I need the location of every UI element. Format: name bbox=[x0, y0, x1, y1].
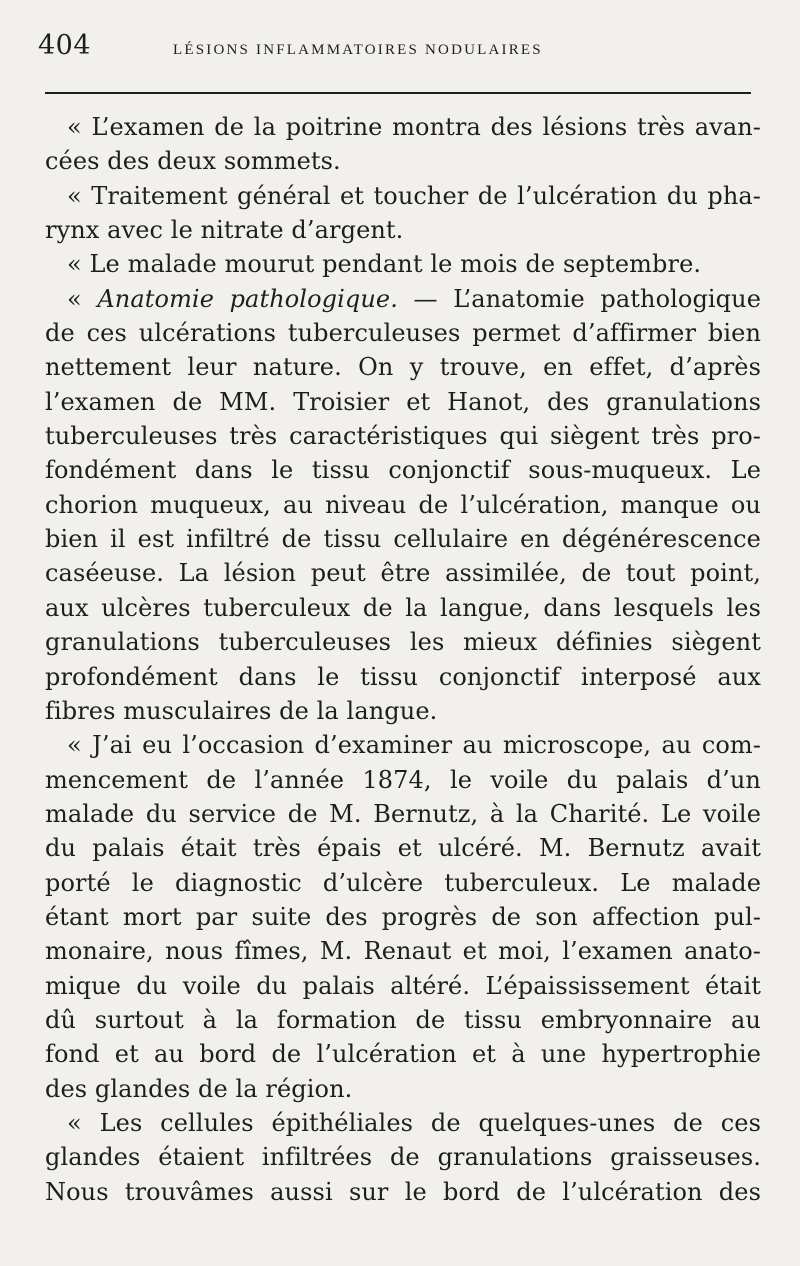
text-line: des glandes de la région. bbox=[45, 1074, 353, 1103]
quote-mark: « bbox=[67, 284, 98, 313]
text-line: malade du service de M. Bernutz, à la Charité. Le voile bbox=[45, 799, 761, 828]
text-line: caséeuse. La lésion peut être assimilée, de tout point, bbox=[45, 559, 761, 588]
text-line: « J’ai eu l’occasion d’examiner au microscope, au com- bbox=[67, 731, 761, 760]
text-line: bien il est infiltré de tissu cellulaire en dégénérescence bbox=[45, 525, 761, 554]
text-line: « Les cellules épithéliales de quelques-unes de ces bbox=[67, 1108, 761, 1137]
text-line: fondément dans le tissu conjonctif sous-muqueux. Le bbox=[45, 456, 761, 485]
text-line: granulations tuberculeuses les mieux définies siègent bbox=[45, 628, 761, 657]
text-line: aux ulcères tuberculeux de la langue, dans lesquels les bbox=[45, 593, 761, 622]
header-rule bbox=[45, 92, 751, 94]
text-line: mique du voile du palais altéré. L’épaississement était bbox=[45, 971, 761, 1000]
text-line: dû surtout à la formation de tissu embryonnaire au bbox=[45, 1005, 761, 1034]
running-title: LÉSIONS INFLAMMATOIRES NODULAIRES bbox=[173, 42, 543, 58]
text-line: « Traitement général et toucher de l’ulcération du pha- bbox=[67, 181, 761, 210]
text-line: nettement leur nature. On y trouve, en effet, d’après bbox=[45, 353, 761, 382]
text-line: étant mort par suite des progrès de son affection pul- bbox=[45, 902, 761, 931]
body-text bbox=[45, 110, 761, 1209]
text-line: tuberculeuses très caractéristiques qui siègent très pro- bbox=[45, 422, 761, 451]
text-line: monaire, nous fîmes, M. Renaut et moi, l’examen anato- bbox=[45, 937, 761, 966]
text-line: rynx avec le nitrate d’argent. bbox=[45, 216, 404, 245]
page-header bbox=[38, 30, 758, 70]
text-line: fond et au bord de l’ulcération et à une hypertrophie bbox=[45, 1040, 761, 1069]
text-line bbox=[45, 282, 761, 316]
text-line: de ces ulcérations tuberculeuses permet d’affirmer bien bbox=[45, 319, 761, 348]
text-line: « L’examen de la poitrine montra des lésions très avan- bbox=[67, 113, 761, 141]
line-text: — L’anatomie pathologique bbox=[413, 284, 762, 313]
text-line: Nous trouvâmes aussi sur le bord de l’ulcération des bbox=[45, 1177, 761, 1206]
text-line: l’examen de MM. Troisier et Hanot, des granulations bbox=[45, 387, 761, 416]
text-line: « Le malade mourut pendant le mois de septembre. bbox=[67, 250, 702, 279]
section-heading-italic: Anatomie pathologique. bbox=[97, 284, 398, 313]
text-line: du palais était très épais et ulcéré. M. Bernutz avait bbox=[45, 834, 761, 863]
text-line: chorion muqueux, au niveau de l’ulcération, manque ou bbox=[45, 490, 761, 519]
page-number: 404 bbox=[38, 30, 92, 61]
text-line: mencement de l’année 1874, le voile du palais d’un bbox=[45, 765, 761, 794]
text-line: fibres musculaires de la langue. bbox=[45, 696, 438, 725]
text-line: glandes étaient infiltrées de granulations graisseuses. bbox=[45, 1143, 761, 1172]
text-line: porté le diagnostic d’ulcère tuberculeux. Le malade bbox=[45, 868, 761, 897]
text-line: cées des deux sommets. bbox=[45, 147, 341, 176]
text-line: profondément dans le tissu conjonctif interposé aux bbox=[45, 662, 761, 691]
